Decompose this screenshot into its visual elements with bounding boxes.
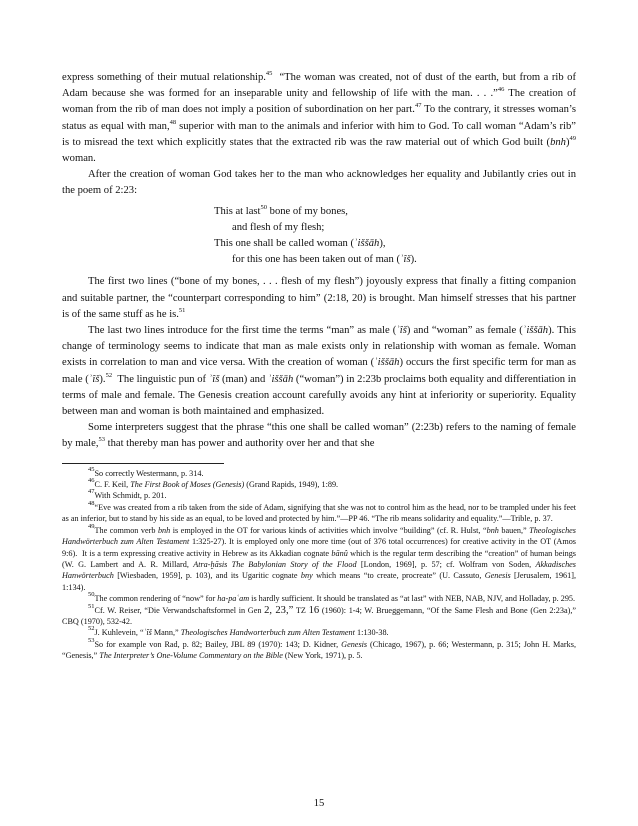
footnote: $^{52}$J. Kuhlevein, “ʾîš Mann,” Theologisches Handworterbuch zum Alten Testament 1:130-38. — [88, 625, 389, 638]
page-number: 15 — [313, 798, 325, 809]
paragraph: express something of their mutual relationship.$^{45}$ “The woman was created, not of dust of the earth, but from a rib of Adam because she was formed for an inseparable unity and fellowship of life with the man. . . .”$^{46}$ The creation of woman from the rib of man does not imply a position of subordination on her part.$^{47}$ To the contrary, it stresses woman’s status as equal with man,$^{48}$ superior with man to the animals and inferior with him to God. To call woman “Adam’s rib” is to misread the text which explicitly states that the extracted rib was the raw material out of which God built (bnh)$^{49}$ woman. — [62, 70, 577, 165]
poem-line: This one shall be called woman (ʾiššāh), — [214, 238, 386, 250]
footnote: $^{46}$C. F. Keil, The First Book of Moses (Genesis) (Grand Rapids, 1949), 1:89. — [88, 477, 339, 490]
footnote: $^{53}$So for example von Rad, p. 82; Bailey, JBL 89 (1970): 143; D. Kidner, Genesis (Chicago, 1967), p. 66; Westermann, p. 315; John H. Marks, “Genesis,” The Interpreter’s One-Volume Commentary on the Bible (New York, 1971), p. 5. — [62, 636, 576, 661]
footnote: $^{51}$Cf. W. Reiser, “Die Verwandschaftsformel in Gen 2, 23,” TZ 16 (1960): 1-4; W. Brueggemann, “Of the Same Flesh and Bone (Gen 2:23a),” CBQ (1970), 532-42. — [62, 602, 577, 626]
page-content — [62, 70, 576, 662]
poem-line: This at last$^{50}$ bone of my bones, — [214, 203, 348, 217]
footnote: $^{49}$The common verb bnh is employed in the OT for various kinds of activities which involve “building” (cf. R. Hulst, “bnh bauen,” Theologisches Handwörterbuch zum Alten Testament 1:325-27). It is employed only one more time (out of 376 total occurrences) for creative activity in the OT (Amos 9:6). It is a term expressing creative activity in Hebrew as its Akkadian cognate bānû which is the regular term describing the “creation” of human beings (W. G. Lambert and A. R. Millard, Atra-ḫāsis The Babylonian Story of the Flood [London, 1969], p. 57; cf. Wolfram von Soden, Akkadisches Hanwörterbuch [Wiesbaden, 1959], p. 103), and its Ugaritic cognate bny which means “to create, procreate” (U. Cassuto, Genesis [Jerusalem, 1961], 1:134). — [62, 522, 576, 592]
paragraph: The first two lines (“bone of my bones, . . . flesh of my flesh”) joyously express that finally a fitting companion and suitable partner, the “counterpart corresponding to him” (2:18, 20) is brought. Man himself stresses that his partner is of the same stuff as he is.$^{51}$ — [62, 276, 576, 320]
body-text-top — [62, 70, 576, 200]
footnote: $^{50}$The common rendering of “now” for ha-paʿam is hardly sufficient. It should be translated as “at last” with NEB, NAB, NJV, and Holladay, p. 295. — [88, 591, 576, 604]
footnotes — [62, 465, 577, 662]
poem-block — [62, 204, 576, 269]
footnote: $^{45}$So correctly Westermann, p. 314. — [88, 465, 204, 478]
paragraph: After the creation of woman God takes her to the man who acknowledges her equality and Jubilantly cries out in the poem of 2:23: — [62, 169, 576, 197]
footnote: $^{48}$“Eve was created from a rib taken from the side of Adam, signifying that she was not to control him as the head, nor to be trampled under his feet as an inferior, but to stand by his side as an equal, to be loved and protected by him.”—PP 46. “The rib means solidarity and equality.”—Trible, p. 37. — [62, 499, 576, 524]
poem-line: and flesh of my flesh; — [232, 221, 325, 233]
footnote: $^{47}$With Schmidt, p. 201. — [88, 488, 167, 501]
poem-line: for this one has been taken out of man (ʾîš). — [232, 254, 417, 266]
footnote-divider — [62, 463, 224, 464]
paragraph: The last two lines introduce for the first time the terms “man” as male (ʾîš) and “woman” as female (ʾiššāh). This change of terminology seems to indicate that man as male exists only in relationship with woman as female. Woman exists in correlation to man and vice versa. With the creation of woman (ʾiššāh) occurs the first specific term for man as male (ʾîš).$^{52}$ The linguistic pun of ʾîš (man) and ʾiššāh (“woman”) in 2:23b proclaims both equality and differentiation in terms of male and female. The Genesis creation account carefully avoids any hint at inferiority or superiority. Equality between man and woman is both maintained and emphasized. — [62, 325, 577, 418]
body-text-bottom — [62, 274, 576, 452]
paragraph: Some interpreters suggest that the phrase “this one shall be called woman” (2:23b) refers to the naming of female by male,$^{53}$ that thereby man has power and authority over her and that she — [62, 422, 576, 450]
